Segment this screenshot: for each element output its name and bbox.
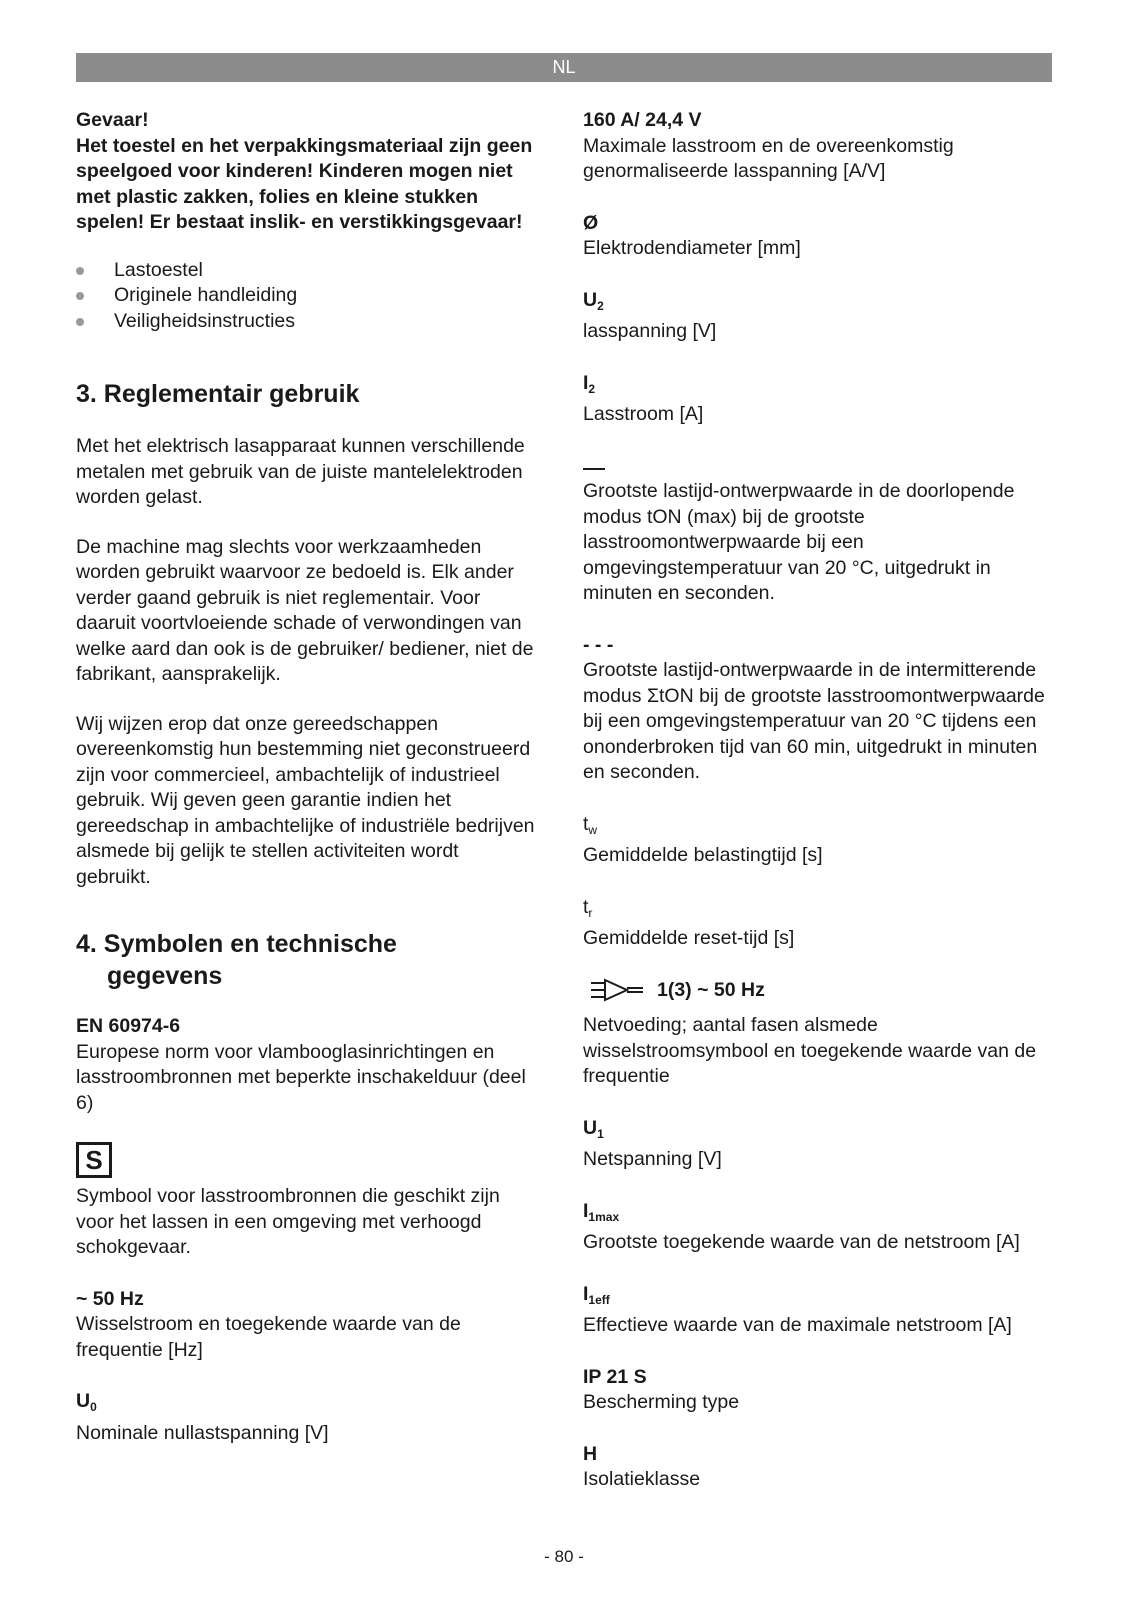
warning-body: Het toestel en het verpakkingsmateriaal zijn geen speelgoed voor kinderen! Kinderen mogen niet met plastic zakken, folies en kleine stukken spelen! Er bestaat inslik- en verstikkingsgevaar! bbox=[76, 134, 533, 233]
symbol-description: Elektrodendiameter [mm] bbox=[583, 237, 801, 259]
intended-use-paragraph-3: Wij wijzen erop dat onze gereedschappen overeenkomstig hun bestemming niet geconstrueerd zijn voor commercieel, ambachtelijk of industrieel gebruik. Wij geven geen garantie indien het gereedschap in ambachtelijke of industriële bedrijven alsmede bij gelijk te stellen activiteiten wordt gebruikt. bbox=[76, 712, 535, 888]
list-item: Lastoestel bbox=[76, 258, 536, 284]
symbol-label bbox=[583, 812, 1053, 844]
symbol-description: Maximale lasstroom en de overeenkomstig genormaliseerde lasspanning [A/V] bbox=[583, 134, 954, 182]
left-column bbox=[76, 108, 536, 1446]
symbol-continuous-line bbox=[583, 454, 1053, 607]
symbol-diameter bbox=[583, 211, 1053, 262]
symbol-mains-supply bbox=[583, 978, 1053, 1090]
symbol-subscript: 2 bbox=[597, 298, 604, 313]
symbol-label: 1(3) ~ 50 Hz bbox=[657, 978, 765, 1001]
list-item: Originele handleiding bbox=[76, 283, 536, 309]
symbol-i2 bbox=[583, 371, 1053, 428]
section-3-heading: 3. Reglementair gebruik bbox=[76, 380, 360, 408]
symbol-s bbox=[76, 1142, 536, 1261]
s-symbol-icon: S bbox=[76, 1142, 112, 1178]
symbol-label: ~ 50 Hz bbox=[76, 1287, 144, 1310]
symbol-description: Gemiddelde reset-tijd [s] bbox=[583, 927, 795, 949]
symbol-label: EN 60974-6 bbox=[76, 1015, 181, 1037]
page-number: - 80 - bbox=[544, 1547, 584, 1566]
symbol-u2 bbox=[583, 288, 1053, 345]
section-4-heading-line-2: gegevens bbox=[107, 962, 223, 990]
symbol-description: Bescherming type bbox=[583, 1391, 740, 1413]
symbol-main: U bbox=[76, 1390, 91, 1412]
symbol-subscript: 1max bbox=[588, 1209, 620, 1224]
symbol-insulation-class bbox=[583, 1442, 1053, 1493]
mains-supply-row bbox=[583, 978, 1053, 1004]
symbol-i1eff bbox=[583, 1282, 1053, 1339]
section-4-heading bbox=[76, 928, 536, 992]
symbol-main: I bbox=[583, 1199, 589, 1222]
symbol-description: Lasstroom [A] bbox=[583, 403, 704, 425]
intended-use-paragraph-2: De machine mag slechts voor werkzaamheden worden gebruikt waarvoor ze bedoeld is. Elk ander verder gaand gebruik is niet reglementair. Voor daaruit voortvloeiende schade of verwondingen van welke aard dan ook is de gebruiker/ bediener, niet de fabrikant, aansprakelijk. bbox=[76, 535, 534, 685]
symbol-ip-rating bbox=[583, 1365, 1053, 1416]
symbol-description: Netspanning [V] bbox=[583, 1148, 722, 1170]
symbol-label bbox=[583, 1116, 1053, 1148]
symbol-label bbox=[583, 1282, 1053, 1314]
symbol-main: I bbox=[583, 371, 589, 394]
right-column bbox=[583, 108, 1053, 1493]
symbol-label: IP 21 S bbox=[583, 1365, 647, 1388]
symbol-u1 bbox=[583, 1116, 1053, 1173]
symbol-main: I bbox=[583, 1282, 589, 1305]
symbol-subscript: w bbox=[588, 822, 598, 837]
symbol-label: Ø bbox=[583, 211, 599, 234]
symbol-ac-frequency bbox=[76, 1287, 536, 1364]
symbol-label bbox=[76, 1389, 536, 1421]
symbol-main: U bbox=[583, 1116, 598, 1139]
symbol-description: Symbool voor lasstroombronnen die geschikt zijn voor het lassen in een omgeving met verhoogd schokgevaar. bbox=[76, 1185, 500, 1258]
symbol-i1max bbox=[583, 1199, 1053, 1256]
symbol-subscript: 0 bbox=[90, 1400, 97, 1414]
language-code: NL bbox=[552, 57, 576, 77]
symbol-en-standard bbox=[76, 1014, 536, 1116]
symbol-main: U bbox=[583, 288, 598, 311]
symbol-label bbox=[583, 288, 1053, 320]
solid-line-icon bbox=[583, 468, 605, 470]
symbol-main: t bbox=[583, 812, 589, 835]
symbol-subscript: r bbox=[588, 905, 593, 920]
symbol-description: Nominale nullastspanning [V] bbox=[76, 1421, 329, 1444]
symbol-description: Effectieve waarde van de maximale netstroom [A] bbox=[583, 1314, 1012, 1336]
mains-plug-icon bbox=[583, 978, 645, 1002]
language-header-bar bbox=[76, 53, 1052, 82]
symbol-description: Netvoeding; aantal fasen alsmede wisselstroomsymbool en toegekende waarde van de frequentie bbox=[583, 1014, 1037, 1087]
symbol-description: Isolatieklasse bbox=[583, 1468, 701, 1490]
symbol-description: Gemiddelde belastingtijd [s] bbox=[583, 844, 823, 866]
symbol-description: Grootste lastijd-ontwerpwaarde in de intermitterende modus ΣtON bij de grootste lasstroomontwerpwaarde bij een omgevingstemperatuur van 20 °C tijdens een ononderbroken tijd van 60 min, uitgedrukt in minuten en seconden. bbox=[583, 659, 1045, 783]
symbol-max-current bbox=[583, 108, 1053, 185]
intended-use-paragraph-1: Met het elektrisch lasapparaat kunnen verschillende metalen met gebruik van de juiste mantelelektroden worden gelast. bbox=[76, 435, 525, 508]
symbol-label: H bbox=[583, 1442, 598, 1465]
warning-title: Gevaar! bbox=[76, 109, 149, 131]
symbol-subscript: 1 bbox=[597, 1126, 604, 1141]
symbol-description: Grootste toegekende waarde van de netstroom [A] bbox=[583, 1231, 1020, 1253]
symbol-label: - - - bbox=[583, 633, 614, 656]
symbol-u0 bbox=[76, 1389, 536, 1446]
scope-of-delivery-list bbox=[76, 258, 536, 335]
symbol-label bbox=[583, 1199, 1053, 1231]
symbol-description: Wisselstroom en toegekende waarde van de frequentie [Hz] bbox=[76, 1313, 461, 1361]
section-4-heading-line-1: 4. Symbolen en technische bbox=[76, 930, 397, 958]
symbol-description: lasspanning [V] bbox=[583, 320, 717, 342]
list-item: Veiligheidsinstructies bbox=[76, 309, 536, 335]
symbol-main: t bbox=[583, 895, 589, 918]
symbol-tr bbox=[583, 895, 1053, 952]
symbol-subscript: 2 bbox=[588, 381, 596, 396]
symbol-description: Europese norm voor vlambooglasinrichtingen en lasstroombronnen met beperkte inschakelduur (deel 6) bbox=[76, 1040, 526, 1114]
symbol-dashed-line bbox=[583, 633, 1053, 786]
symbol-tw bbox=[583, 812, 1053, 869]
symbol-label: 160 A/ 24,4 V bbox=[583, 109, 702, 131]
symbol-label bbox=[583, 895, 1053, 927]
symbol-description: Grootste lastijd-ontwerpwaarde in de doorlopende modus tON (max) bij de grootste lasstroomontwerpwaarde bij een omgevingstemperatuur van 20 °C, uitgedrukt in minuten en seconden. bbox=[583, 480, 1015, 604]
symbol-label bbox=[583, 371, 1053, 403]
symbol-subscript: 1eff bbox=[588, 1292, 610, 1307]
